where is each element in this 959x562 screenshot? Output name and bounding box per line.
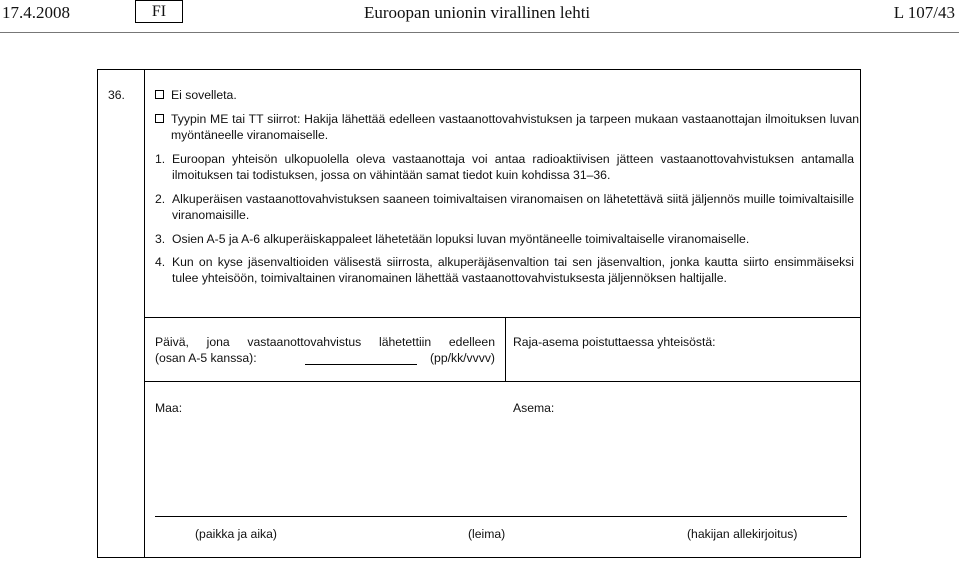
option-label: Tyypin ME tai TT siirrot: Hakija lähettää edelleen vastaanottovahvistuksen ja tarpeen mukaan vastaanottajan ilmoituksen luvan myöntäneelle viranomaiselle.: [171, 112, 859, 142]
forwarded-date-blank[interactable]: [305, 364, 417, 365]
forwarded-date-field[interactable]: [155, 334, 495, 366]
language-code-box: FI: [135, 0, 183, 23]
form-box-36: [97, 69, 861, 558]
country-field-label: Maa:: [155, 401, 183, 415]
checkbox-not-applicable[interactable]: [155, 90, 164, 99]
forwarded-date-prefix: (osan A-5 kanssa):: [155, 351, 257, 365]
box-number: 36.: [108, 88, 125, 102]
option-label: Ei sovelleta.: [171, 88, 237, 102]
forwarded-date-label: Päivä, jona vastaanottovahvistus lähetettiin edelleen: [155, 335, 495, 349]
paragraph-number: 1.: [155, 152, 166, 166]
border-station-label: Raja-asema poistuttaessa yhteisöstä:: [513, 335, 716, 349]
header-rule: [0, 32, 959, 33]
station-field-label: Asema:: [513, 401, 555, 415]
page-reference: L 107/43: [893, 3, 955, 22]
place-time-label: (paikka ja aika): [195, 527, 277, 541]
journal-title: Euroopan unionin virallinen lehti: [364, 3, 591, 22]
box-number-column: [98, 70, 145, 557]
paragraph-number: 2.: [155, 192, 166, 206]
paragraph-text: Osien A-5 ja A-6 alkuperäiskappaleet lähetetään lopuksi luvan myöntäneelle toimivaltaiselle viranomaiselle.: [172, 232, 750, 246]
paragraph-text: Euroopan yhteisön ulkopuolella oleva vastaanottaja voi antaa radioaktiivisen jätteen vastaanottovahvistuksen antamalla ilmoituksen tai todistuksen, jossa on vähintään samat tiedot kuin kohdissa 31–36.: [172, 152, 854, 182]
paragraph-text: Alkuperäisen vastaanottovahvistuksen saaneen toimivaltaisen viranomaisen on lähetettävä siitä jäljennös muille toimivaltaisille viranomaisille.: [172, 192, 854, 222]
signature-line[interactable]: [155, 516, 847, 517]
stamp-label: (leima): [468, 527, 506, 541]
paragraph-text: Kun on kyse jäsenvaltioiden välisestä siirrosta, alkuperäjäsenvaltion tai sen jäsenvaltion, jonka kautta siirto ensimmäiseksi tulee yhteisöön, toimivaltainen viranomainen lähettää vastaanottovahvistuksesta jäljennöksen haltijalle.: [172, 255, 854, 285]
paragraph-number: 4.: [155, 255, 166, 269]
date-format-hint: (pp/kk/vvvv): [429, 351, 495, 365]
checkbox-me-tt-transfers[interactable]: [155, 114, 164, 123]
field-grid-column-divider: [505, 317, 506, 382]
paragraph-number: 3.: [155, 232, 166, 246]
field-grid-divider: [145, 381, 860, 382]
field-grid-divider: [145, 317, 860, 318]
applicant-signature-label: (hakijan allekirjoitus): [687, 527, 798, 541]
publication-date: 17.4.2008: [2, 3, 70, 22]
